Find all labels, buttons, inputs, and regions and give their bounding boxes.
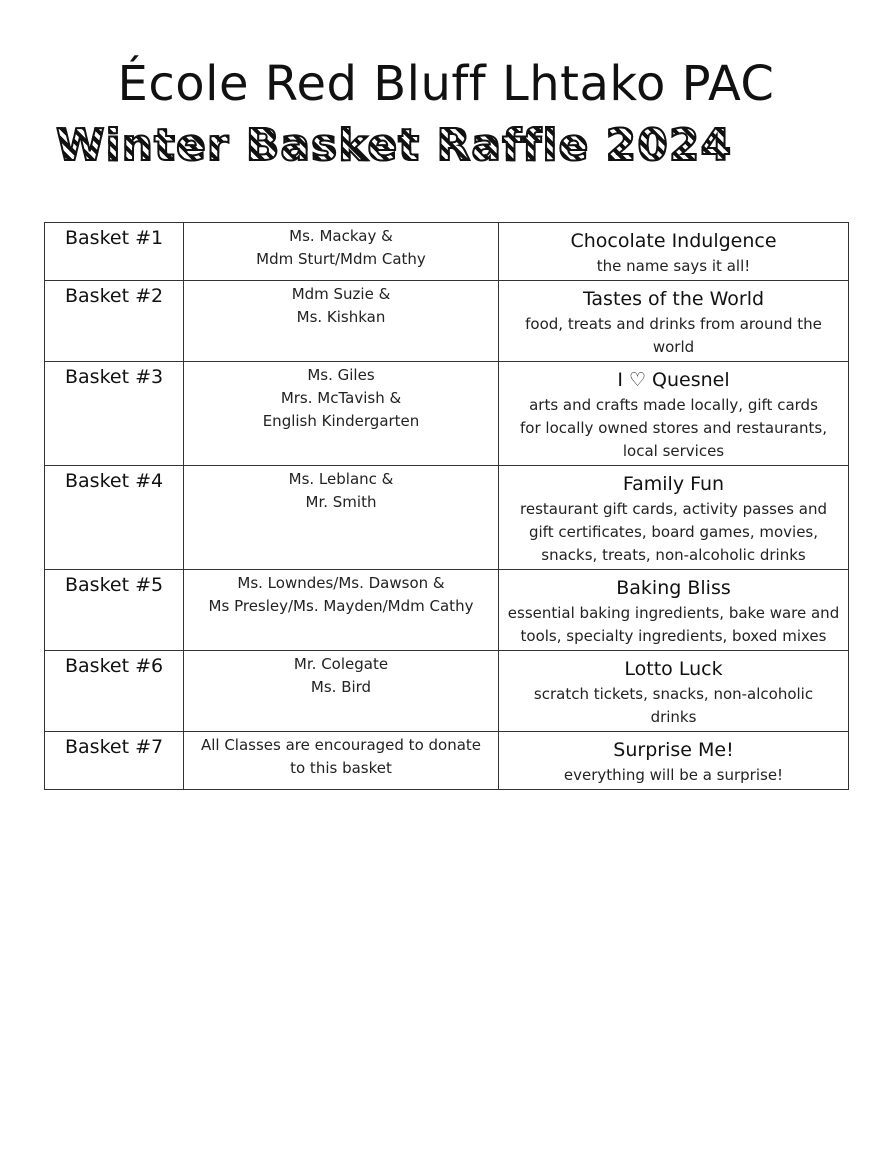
table-row — [45, 732, 849, 790]
theme-cell — [499, 362, 849, 466]
donor-cell — [184, 223, 499, 281]
table-row — [45, 362, 849, 466]
basket-theme-description: arts and crafts made locally, gift cards — [529, 396, 818, 414]
donor-name: Ms Presley/Ms. Mayden/Mdm Cathy — [208, 597, 474, 615]
donor-cell — [184, 570, 499, 651]
donor-cell — [184, 466, 499, 570]
donor-name: to this basket — [290, 759, 392, 777]
donor-cell — [184, 651, 499, 732]
basket-theme-description: essential baking ingredients, bake ware and — [507, 604, 840, 622]
basket-table-body — [45, 223, 849, 790]
basket-number: Basket #2 — [45, 281, 184, 362]
donor-name: Mdm Suzie & — [291, 285, 391, 303]
basket-theme-title: I ♡ Quesnel — [617, 369, 730, 391]
basket-number: Basket #3 — [45, 362, 184, 466]
basket-table — [44, 222, 849, 790]
basket-theme-description: tools, specialty ingredients, boxed mixes — [520, 627, 827, 645]
donor-name: Mr. Smith — [305, 493, 377, 511]
page-subtitle: Winter Basket Raffle 2024 — [56, 120, 733, 171]
donor-name: Mdm Sturt/Mdm Cathy — [256, 250, 426, 268]
donor-cell — [184, 362, 499, 466]
donor-name: Mr. Colegate — [293, 655, 389, 673]
basket-theme-description: gift certificates, board games, movies, — [528, 523, 819, 541]
basket-theme-description: for locally owned stores and restaurants, — [520, 419, 827, 437]
table-row — [45, 651, 849, 732]
table-row — [45, 223, 849, 281]
table-row — [45, 466, 849, 570]
basket-theme-description: scratch tickets, snacks, non-alcoholic — [533, 685, 814, 703]
donor-name: English Kindergarten — [262, 412, 420, 430]
donor-name: All Classes are encouraged to donate — [200, 736, 482, 754]
basket-theme-title: Tastes of the World — [582, 288, 765, 310]
donor-name: Ms. Leblanc & — [288, 470, 394, 488]
basket-theme-description: restaurant gift cards, activity passes and — [520, 500, 827, 518]
donor-cell — [184, 732, 499, 790]
basket-theme-title: Chocolate Indulgence — [570, 230, 777, 252]
basket-theme-description: the name says it all! — [596, 257, 751, 275]
theme-cell — [499, 570, 849, 651]
theme-cell — [499, 651, 849, 732]
basket-theme-description: snacks, treats, non-alcoholic drinks — [541, 546, 806, 564]
donor-name: Ms. Mackay & — [289, 227, 393, 245]
basket-theme-description: drinks — [650, 708, 697, 726]
theme-cell — [499, 466, 849, 570]
basket-theme-title: Surprise Me! — [613, 739, 734, 761]
table-row — [45, 570, 849, 651]
basket-number: Basket #4 — [45, 466, 184, 570]
donor-name: Ms. Bird — [310, 678, 372, 696]
basket-theme-description: everything will be a surprise! — [563, 766, 784, 784]
theme-cell — [499, 732, 849, 790]
basket-theme-description: food, treats and drinks from around the — [525, 315, 822, 333]
donor-cell — [184, 281, 499, 362]
basket-number: Basket #1 — [45, 223, 184, 281]
basket-number: Basket #7 — [45, 732, 184, 790]
donor-name: Ms. Lowndes/Ms. Dawson & — [237, 574, 445, 592]
donor-name: Mrs. McTavish & — [280, 389, 402, 407]
basket-theme-title: Lotto Luck — [624, 658, 723, 680]
theme-cell — [499, 223, 849, 281]
donor-name: Ms. Kishkan — [296, 308, 386, 326]
page-title: École Red Bluff Lhtako PAC — [117, 56, 775, 112]
basket-theme-title: Family Fun — [622, 473, 725, 495]
donor-name: Ms. Giles — [307, 366, 375, 384]
table-row — [45, 281, 849, 362]
basket-theme-description: world — [652, 338, 695, 356]
basket-theme-title: Baking Bliss — [616, 577, 731, 599]
basket-number: Basket #6 — [45, 651, 184, 732]
basket-number: Basket #5 — [45, 570, 184, 651]
basket-theme-description: local services — [622, 442, 725, 460]
theme-cell — [499, 281, 849, 362]
